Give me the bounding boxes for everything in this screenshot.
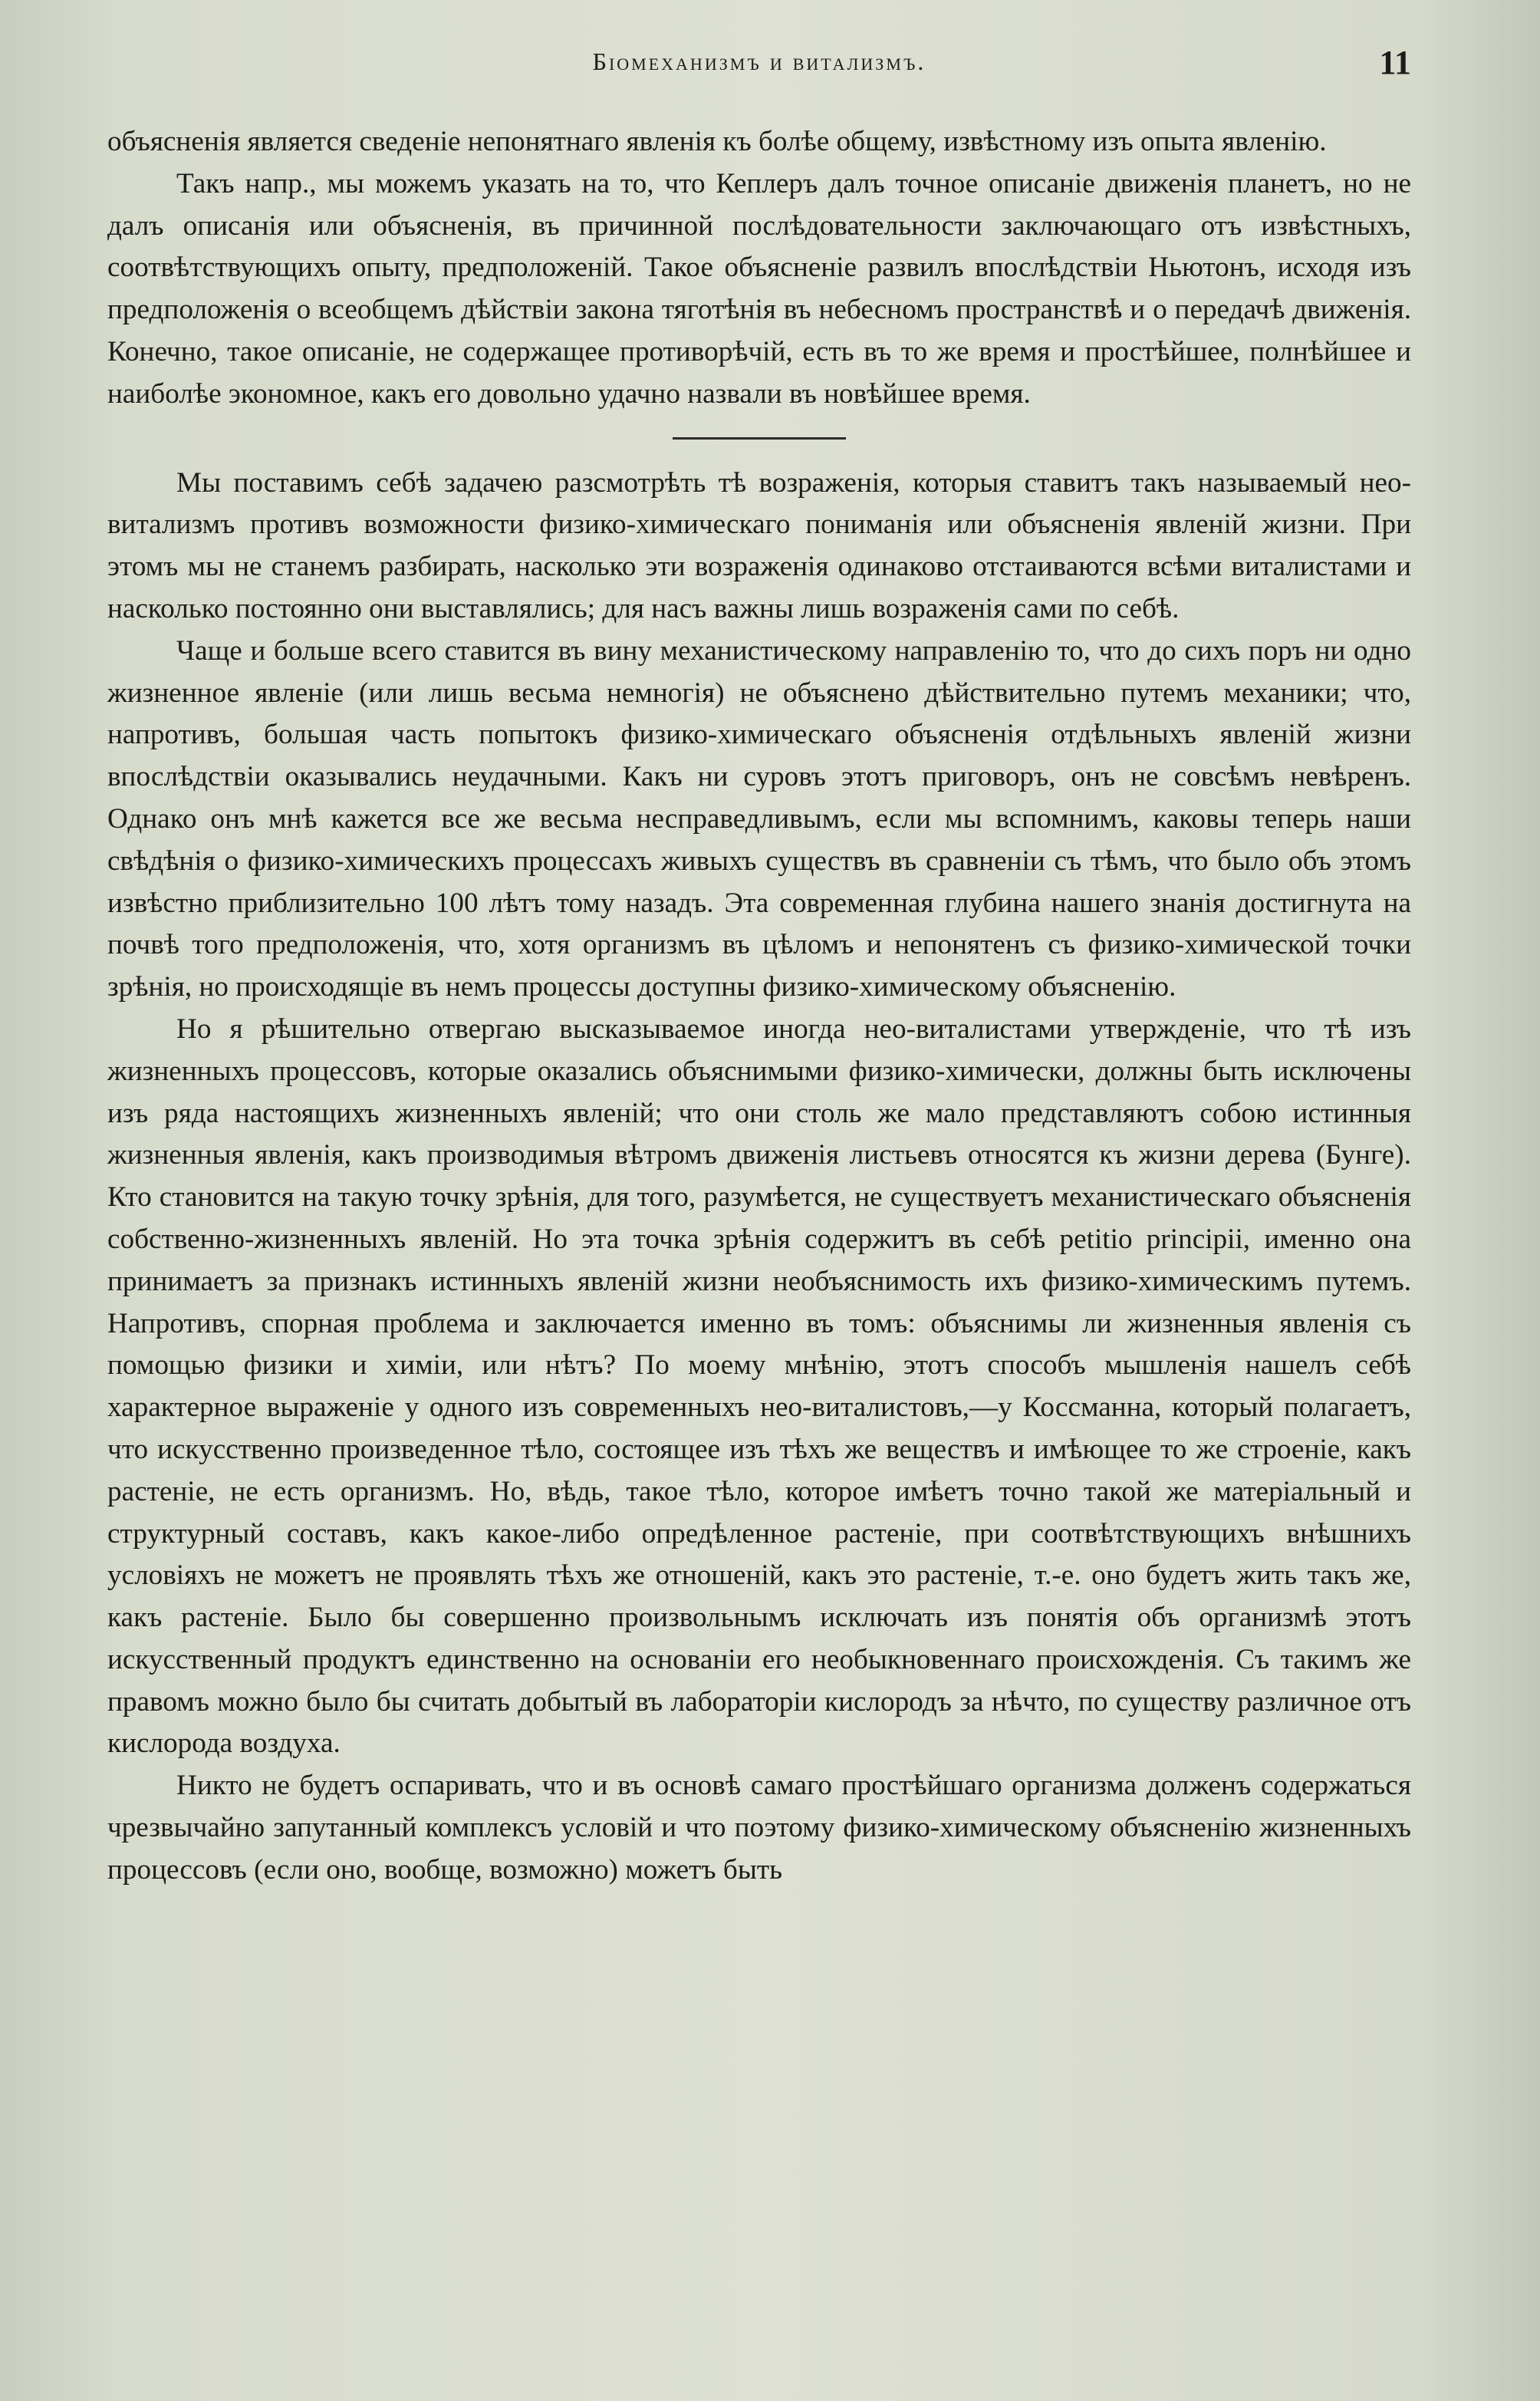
paragraph-3: Мы поставимъ себѣ задачею разсмотрѣть тѣ возраженія, которыя ставитъ такъ называемый нео-витализмъ противъ возможности физико-химическаго пониманія или объясненія явленій жизни. При этомъ мы не станемъ разбирать, насколько эти возраженія одинаково отстаиваются всѣми виталистами и насколько постоянно они выставлялись; для насъ важны лишь возраженія сами по себѣ. xyxy=(107,466,1411,624)
paragraph-2: Такъ напр., мы можемъ указать на то, что Кеплеръ далъ точное описаніе движенія планетъ, но не далъ описанія или объясненія, въ причинной послѣдовательности заключающаго отъ извѣстныхъ, соотвѣтствующихъ опыту, предположеній. Такое объясненіе развилъ впослѣдствіи Ньютонъ, исходя изъ предположенія о всеобщемъ дѣйствіи закона тяготѣнія въ небесномъ пространствѣ и о передачѣ движенія. Конечно, такое описаніе, не содержащее противорѣчій, есть въ то же время и простѣйшее, полнѣйшее и наиболѣе экономное, какъ его довольно удачно назвали въ новѣйшее время. xyxy=(107,167,1411,410)
body-text xyxy=(107,121,1411,1892)
paragraph-5: Но я рѣшительно отвергаю высказываемое иногда нео-виталистами утвержденіе, что тѣ изъ жизненныхъ процессовъ, которые оказались объяснимыми физико-химически, должны быть исключены изъ ряда настоящихъ жизненныхъ явленій; что они столь же мало представляютъ собою истинныя жизненныя явленія, какъ производимыя вѣтромъ движенія листьевъ относятся къ жизни дерева (Бунге). Кто становится на такую точку зрѣнія, для того, разумѣется, не существуетъ механистическаго объясненія собственно-жизненныхъ явленій. Но эта точка зрѣнія содержитъ въ себѣ petitio principii, именно она принимаетъ за признакъ истинныхъ явленій жизни необъяснимость ихъ физико-химическимъ путемъ. Напротивъ, спорная проблема и заключается именно въ томъ: объяснимы ли жизненныя явленія съ помощью физики и химіи, или нѣтъ? По моему мнѣнію, этотъ способъ мышленія нашелъ себѣ характерное выраженіе у одного изъ современныхъ нео-виталистовъ,—у Коссманна, который полагаетъ, что искусственно произведенное тѣло, состоящее изъ тѣхъ же веществъ и имѣющее то же строеніе, какъ растеніе, не есть организмъ. Но, вѣдь, такое тѣло, которое имѣетъ точно такой же матеріальный и структурный составъ, какъ какое-либо опредѣленное растеніе, при соотвѣтствующихъ внѣшнихъ условіяхъ не можетъ не проявлять тѣхъ же отношеній, какъ это растеніе, т.-е. оно будетъ жить такъ же, какъ растеніе. Было бы совершенно произвольнымъ исключать изъ понятія объ организмѣ этотъ искусственный продуктъ единственно на основаніи его необыкновеннаго происхожденія. Съ такимъ же правомъ можно было бы считать добытый въ лабораторіи кислородъ за нѣчто, по существу различное отъ кислорода воздуха. xyxy=(107,1013,1411,1760)
running-title: Біомеханизмъ и витализмъ. xyxy=(592,48,926,75)
page-header xyxy=(107,44,1411,94)
paragraph-4: Чаще и больше всего ставится въ вину механистическому направленію то, что до сихъ поръ ни одно жизненное явленіе (или лишь весьма немногія) не объяснено дѣйствительно путемъ механики; что, напротивъ, большая часть попытокъ физико-химическаго объясненія отдѣльныхъ явленій жизни впослѣдствіи оказывались неудачными. Какъ ни суровъ этотъ приговоръ, онъ не совсѣмъ невѣренъ. Однако онъ мнѣ кажется все же весьма несправедливымъ, если мы вспомнимъ, каковы теперь наши свѣдѣнія о физико-химическихъ процессахъ живыхъ существъ въ сравненіи съ тѣмъ, что было объ этомъ извѣстно приблизительно 100 лѣтъ тому назадъ. Эта современная глубина нашего знанія достигнута на почвѣ того предположенія, что, хотя организмъ въ цѣломъ и непонятенъ съ физико-химической точки зрѣнія, но происходящіе въ немъ процессы доступны физико-химическому объясненію. xyxy=(107,634,1411,1003)
page-number: 11 xyxy=(1379,44,1411,81)
section-divider xyxy=(673,437,846,440)
paragraph-1: объясненія является сведеніе непонятнаго явленія къ болѣе общему, извѣстному изъ опыта явленію. xyxy=(107,126,1327,157)
paragraph-6: Никто не будетъ оспаривать, что и въ основѣ самаго простѣйшаго организма долженъ содержаться чрезвычайно запутанный комплексъ условій и что поэтому физико-химическому объясненію жизненныхъ процессовъ (если оно, вообще, возможно) можетъ быть xyxy=(107,1770,1411,1886)
